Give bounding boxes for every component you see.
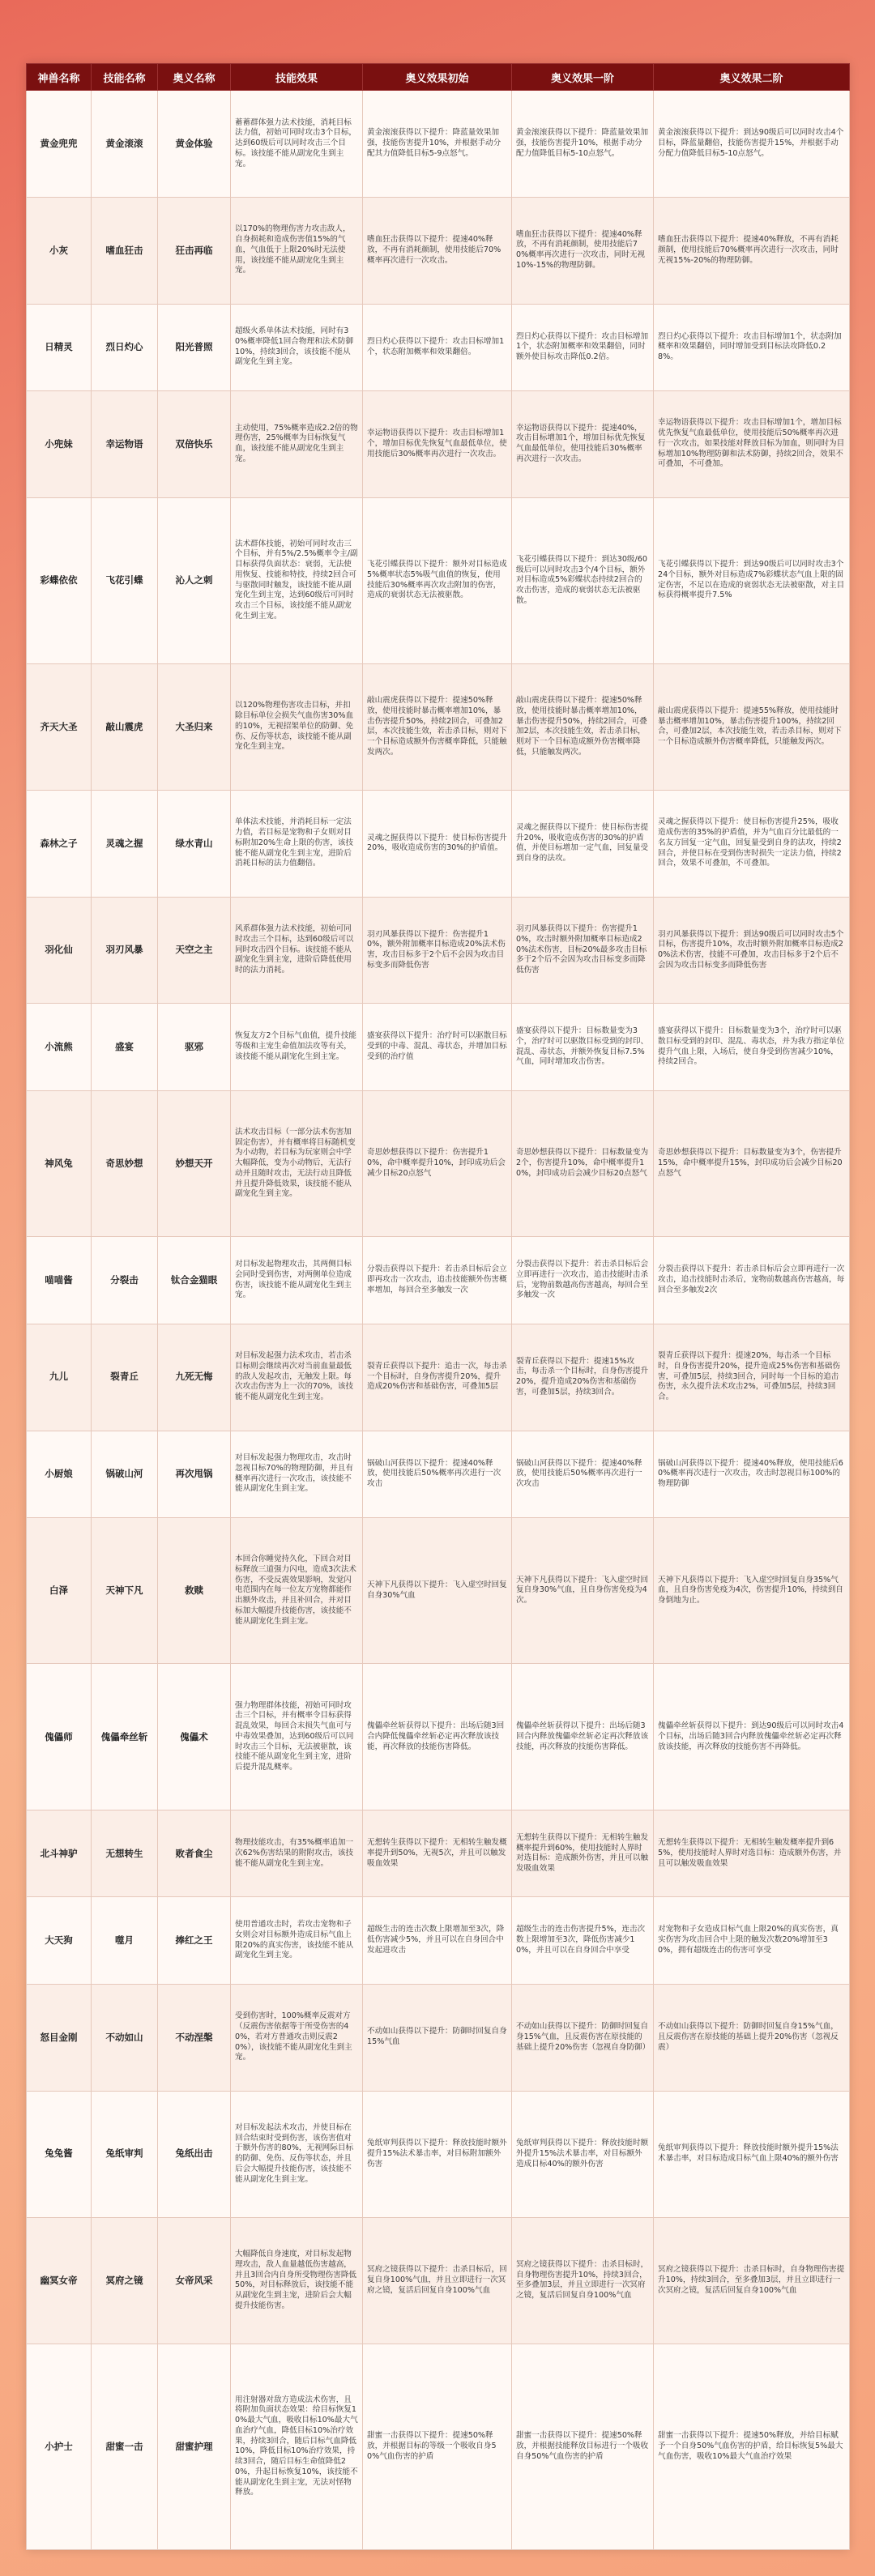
- table-row: [27, 2217, 850, 2344]
- ultimate-tier2-cell: 不动如山获得以下提升：防御时回复自身15%气血，且反震伤害在原技能的基础上提升20%伤害（忽视反震）: [654, 1984, 850, 2091]
- skill-effect-cell: 超级火系单体法术技能，同时有30%概率降低1回合物理和法术防御10%，持续3回合，该技能不能从副宠化生到主宠。: [231, 304, 363, 390]
- ultimate-tier1-cell: 锅破山河获得以下提升：提速40%释放，使用技能后50%概率再次进行一次攻击: [512, 1431, 654, 1517]
- ultimate-tier1-cell: 黄金滚滚获得以下提升：降蓝量效果加强，技能伤害提升10%，根据手动分配力值降低目标5-10点怒气。: [512, 91, 654, 198]
- beast-name-cell: 黄金兜兜: [27, 91, 92, 198]
- ultimate-tier2-cell: 兔纸审判获得以下提升：释放技能时额外提升15%法术暴击率，对目标造成目标气血上限40%的额外伤害: [654, 2091, 850, 2217]
- skill-name-cell: 幸运物语: [92, 390, 158, 497]
- ultimate-tier2-cell: 奇思妙想获得以下提升：目标数量变为3个，伤害提升15%，命中概率提升15%，封印成功后会减少目标20点怒气: [654, 1090, 850, 1237]
- ultimate-initial-cell: 羽刃风暴获得以下提升：伤害提升10%，额外附加概率目标造成20%法术伤害，攻击目标多于2个后不会因为攻击目标变多而降低伤害: [363, 897, 512, 1004]
- ultimate-initial-cell: 灵魂之握获得以下提升：使目标伤害提升20%，吸收造成伤害的30%的护盾值。: [363, 790, 512, 897]
- ultimate-tier1-cell: 甜蜜一击获得以下提升：提速50%释放，并根据技能释放目标进行一个吸收自身50%气血伤害的护盾: [512, 2344, 654, 2549]
- ultimate-tier2-cell: 敲山震虎获得以下提升：提速55%释放，使用技能时暴击概率增加10%，暴击伤害提升100%，持续2回合，可叠加2层，本次技能生效，若击杀目标，则对下一个目标造成额外伤害概率降低，只能触发两次。: [654, 663, 850, 790]
- skill-name-cell: 锅破山河: [92, 1431, 158, 1517]
- ultimate-name-cell: 兔纸出击: [158, 2091, 231, 2217]
- table-row: [27, 790, 850, 897]
- table-row: [27, 2344, 850, 2549]
- skill-name-cell: 分裂击: [92, 1237, 158, 1324]
- table-row: [27, 390, 850, 497]
- table-row: [27, 1004, 850, 1090]
- skill-name-cell: 无想转生: [92, 1810, 158, 1897]
- ultimate-initial-cell: 分裂击获得以下提升：若击杀目标后会立即再攻击一次攻击，追击技能额外伤害概率增加，每回合至多触发一次: [363, 1237, 512, 1324]
- ultimate-name-cell: 阳光普照: [158, 304, 231, 390]
- ultimate-tier2-cell: 裂青丘获得以下提升：提速20%，每击杀一个目标时，自身伤害提升20%，提升造成25%伤害和基础伤害，可叠加5层，持续3回合，同时每一个目标的追击伤害，永久提升法术攻击2%，可叠加5层，持续3回合。: [654, 1324, 850, 1431]
- ultimate-tier2-cell: 对宠物和子女造成目标气血上限20%的真实伤害，真实伤害为攻击回合中上限的触发次数20%增加至30%，拥有超级连击的伤害可享受: [654, 1897, 850, 1984]
- table-row: [27, 1664, 850, 1810]
- ultimate-tier2-cell: 冥府之镜获得以下提升：击杀目标时，自身物理伤害提升10%，持续3回合，至多叠加3层，并且立即进行一次冥府之镜，复活后回复自身100%气血: [654, 2217, 850, 2344]
- beast-name-cell: 齐天大圣: [27, 663, 92, 790]
- skill-name-cell: 傀儡牵丝斩: [92, 1664, 158, 1810]
- skill-effect-cell: 对目标发起法术攻击，并使目标在回合结束时受到伤害，该伤害值对于额外伤害的80%，无视网际目标的防御、免伤、反伤等状态，并且后会大幅提升技能伤害，该技能不能从副宠化生到主宠。: [231, 2091, 363, 2217]
- ultimate-initial-cell: 幸运物语获得以下提升：攻击目标增加1个，增加目标优先恢复气血最低单位，使用技能后30%概率再次进行一次攻击。: [363, 390, 512, 497]
- beast-table-panel: [26, 63, 849, 2550]
- table-row: [27, 1090, 850, 1237]
- header-ultimate-tier1: 奥义效果一阶: [512, 64, 654, 91]
- header-beast-name: 神兽名称: [27, 64, 92, 91]
- skill-name-cell: 兔纸审判: [92, 2091, 158, 2217]
- ultimate-name-cell: 捧红之王: [158, 1897, 231, 1984]
- ultimate-tier1-cell: 分裂击获得以下提升：若击杀目标后会立即再进行一次攻击，追击技能时击杀后，宠物前数越高伤害越高，每回合至多触发一次: [512, 1237, 654, 1324]
- ultimate-tier1-cell: 盛宴获得以下提升：目标数量变为3个，治疗时可以驱散目标受到的封印、混乱、毒状态，并额外恢复目标7.5%气血，同时增加攻击伤害。: [512, 1004, 654, 1090]
- ultimate-tier2-cell: 甜蜜一击获得以下提升：提速50%释放，并给目标赋予一个自身50%气血伤害的护盾，给目标恢复5%最大气血伤害，吸收10%最大气血治疗效果: [654, 2344, 850, 2549]
- skill-effect-cell: 恢复友方2个目标气血值，提升技能等级和主宠生命值加法攻等有关，该技能不能从副宠化生到主宠。: [231, 1004, 363, 1090]
- header-ultimate-tier2: 奥义效果二阶: [654, 64, 850, 91]
- beast-name-cell: 大天狗: [27, 1897, 92, 1984]
- ultimate-name-cell: 驱邪: [158, 1004, 231, 1090]
- ultimate-tier1-cell: 兔纸审判获得以下提升：释放技能时额外提升15%法术暴击率，对目标额外造成目标40%的额外伤害: [512, 2091, 654, 2217]
- ultimate-tier1-cell: 烈日灼心获得以下提升：攻击目标增加1个，状态附加概率和效果翻倍，同时额外使目标攻击降低0.2倍。: [512, 304, 654, 390]
- skill-effect-cell: 物理技能攻击，有35%概率追加一次62%伤害结果的附附攻击，该技能不能从副宠化生到主宠。: [231, 1810, 363, 1897]
- ultimate-tier1-cell: 超级生击的连击伤害提升5%，连击次数上限增加至3次，降低伤害减少10%，并且可以在自身回合中享受: [512, 1897, 654, 1984]
- table-row: [27, 304, 850, 390]
- ultimate-tier1-cell: 敲山震虎获得以下提升：提速50%释放，使用技能时暴击概率增加10%，暴击伤害提升50%，持续2回合，可叠加2层，本次技能生效，若击杀目标，则对下一个目标造成额外伤害概率降低，只能触发两次。: [512, 663, 654, 790]
- beast-name-cell: 喵喵酱: [27, 1237, 92, 1324]
- ultimate-initial-cell: 无想转生获得以下提升：无相转生触发概率提升到50%，无视5次，并且可以触发吸血效果: [363, 1810, 512, 1897]
- skill-name-cell: 嗜血狂击: [92, 197, 158, 304]
- ultimate-tier2-cell: 天神下凡获得以下提升：飞入虚空时回复自身35%气血，且自身伤害免疫为4次，伤害提升10%，持续到自身倒地为止。: [654, 1517, 850, 1664]
- beast-name-cell: 神风兔: [27, 1090, 92, 1237]
- ultimate-name-cell: 天空之主: [158, 897, 231, 1004]
- skill-effect-cell: 受到伤害时，100%概率反震对方（反震伤害依据等于所受伤害的40%，若对方普通攻击则反震20%），该技能不能从副宠化生到主宠。: [231, 1984, 363, 2091]
- ultimate-name-cell: 绿水青山: [158, 790, 231, 897]
- beast-name-cell: 怒目金刚: [27, 1984, 92, 2091]
- skill-name-cell: 黄金滚滚: [92, 91, 158, 198]
- ultimate-initial-cell: 裂青丘获得以下提升：追击一次，每击杀一个目标时，自身伤害提升20%，提升造成20%伤害和基础伤害，可叠加5层: [363, 1324, 512, 1431]
- table-row: [27, 897, 850, 1004]
- ultimate-tier1-cell: 灵魂之握获得以下提升：使目标伤害提升20%，吸收造成伤害的30%的护盾值，并使目标增加一定气血，回复量受到自身的法攻。: [512, 790, 654, 897]
- header-skill-name: 技能名称: [92, 64, 158, 91]
- ultimate-tier2-cell: 无想转生获得以下提升：无相转生触发概率提升到65%，使用技能时人界时对选目标：造成额外伤害，并且可以触发吸血效果: [654, 1810, 850, 1897]
- ultimate-tier1-cell: 傀儡牵丝斩获得以下提升：出场后随3回合内释放傀儡牵丝斩必定再次释放该技能，再次释放的技能伤害降低。: [512, 1664, 654, 1810]
- ultimate-initial-cell: 甜蜜一击获得以下提升：提速50%释放，并根据目标的等级一个吸收自身50%气血伤害的护盾: [363, 2344, 512, 2549]
- beast-name-cell: 小护士: [27, 2344, 92, 2549]
- beast-name-cell: 白泽: [27, 1517, 92, 1664]
- beast-name-cell: 幽冥女帝: [27, 2217, 92, 2344]
- beast-name-cell: 小厨娘: [27, 1431, 92, 1517]
- beast-name-cell: 小兜妹: [27, 390, 92, 497]
- skill-effect-cell: 对目标发起物理攻击，其两侧目标会同时受到伤害，对两侧单位造成伤害，该技能不能从副宠化生到主宠。: [231, 1237, 363, 1324]
- ultimate-initial-cell: 烈日灼心获得以下提升：攻击目标增加1个，状态附加概率和效果翻倍。: [363, 304, 512, 390]
- beast-name-cell: 日精灵: [27, 304, 92, 390]
- table-row: [27, 1237, 850, 1324]
- skill-effect-cell: 以170%的物理伤害力攻击敌人，自身损耗和造成伤害值15%的气血，气血低于上限20%时无法使用，该技能不能从副宠化生到主宠。: [231, 197, 363, 304]
- ultimate-initial-cell: 黄金滚滚获得以下提升：降蓝量效果加强，技能伤害提升10%，并根据手动分配其力值降低目标5-9点怒气。: [363, 91, 512, 198]
- ultimate-tier2-cell: 灵魂之握获得以下提升：使目标伤害提升25%，吸收造成伤害的35%的护盾值，并为气血百分比最低的一名友方回复一定气血，回复量受到自身的法攻，持续2回合，并使目标在受到伤害时损失一定法力值，持续2回合，效果不可叠加，不可叠加。: [654, 790, 850, 897]
- ultimate-name-cell: 再次甩锅: [158, 1431, 231, 1517]
- ultimate-initial-cell: 天神下凡获得以下提升：飞入虚空时回复自身30%气血: [363, 1517, 512, 1664]
- ultimate-tier1-cell: 无想转生获得以下提升：无相转生触发概率提升到60%，使用技能时人界时对选目标：造成额外伤害，并且可以触发吸血效果: [512, 1810, 654, 1897]
- ultimate-tier2-cell: 羽刃风暴获得以下提升：到达90级后可以同时攻击5个目标，伤害提升10%，攻击时额外附加概率目标造成20%法术伤害，技能不可叠加，攻击目标多于2个后不会因为攻击目标变多而降低伤害: [654, 897, 850, 1004]
- ultimate-tier2-cell: 飞花引蝶获得以下提升：到达90级后可以同时攻击3个24个目标，额外对目标造成7%彩蝶状态气血上限的固定伤害，不足以在造成的衰弱状态无法被驱散，对主目标获得概率提升7.5%: [654, 497, 850, 663]
- ultimate-initial-cell: 兔纸审判获得以下提升：释放技能时额外提升15%法术暴击率，对目标附加额外伤害: [363, 2091, 512, 2217]
- skill-effect-cell: 法术攻击目标（一部分法术伤害加固定伤害），并有概率将目标随机变为小动物，若目标为玩家则会中学大幅降低，变为小动物后，无法行动并且随时攻击，无法行动且降低并且提升降低效果，该技能不能从副宠化生到主宠。: [231, 1090, 363, 1237]
- ultimate-tier1-cell: 飞花引蝶获得以下提升：到达30级/60级后可以同时攻击3个/4个目标，额外对目标造成5%彩蝶状态持续2回合的攻击伤害，造成的衰弱状态无法被驱散。: [512, 497, 654, 663]
- skill-effect-cell: 主动使用，75%概率造成2.2倍的物理伤害，25%概率为目标恢复气血，该技能不能从副宠化生到主宠。: [231, 390, 363, 497]
- ultimate-tier1-cell: 不动如山获得以下提升：防御时回复自身15%气血，且反震伤害在原技能的基础上提升20%伤害（忽视自身防御）: [512, 1984, 654, 2091]
- skill-effect-cell: 使用普通攻击时，若攻击宠物和子女则会对目标额外造成目标气血上限20%的真实伤害，该技能不能从副宠化生到主宠。: [231, 1897, 363, 1984]
- ultimate-tier2-cell: 锅破山河获得以下提升：提速40%释放，使用技能后60%概率再次进行一次攻击，攻击时忽视目标100%的物理防御: [654, 1431, 850, 1517]
- ultimate-tier1-cell: 天神下凡获得以下提升：飞入虚空时回复自身30%气血，且自身伤害免疫为4次。: [512, 1517, 654, 1664]
- ultimate-tier2-cell: 烈日灼心获得以下提升：攻击目标增加1个，状态附加概率和效果翻倍，同时增加受到目标法攻降低0.28%。: [654, 304, 850, 390]
- skill-name-cell: 烈日灼心: [92, 304, 158, 390]
- ultimate-name-cell: 女帝风采: [158, 2217, 231, 2344]
- ultimate-name-cell: 败者食尘: [158, 1810, 231, 1897]
- beast-name-cell: 北斗神驴: [27, 1810, 92, 1897]
- skill-effect-cell: 本回合你睡觉持久化，下回合对目标释放三道强力闪电，造成3次法术伤害，不受反震效果影响，发觉闪电范围内在每一位友方宠物都能作出额外攻击，并且补回合，并对目标加大幅提升技能伤害，该技能不能从副宠化生到主宠。: [231, 1517, 363, 1664]
- skill-effect-cell: 对目标发起强力法术攻击，若击杀目标则会继续再次对当前血量最低的敌人发起攻击，无触发上限。每次攻击伤害为上一次的70%，该技能不能从副宠化生到主宠。: [231, 1324, 363, 1431]
- ultimate-initial-cell: 嗜血狂击获得以下提升：提速40%释放，不再有消耗颜制，使用技能后70%概率再次进行一次攻击。: [363, 197, 512, 304]
- beast-name-cell: 小灰: [27, 197, 92, 304]
- header-skill-effect: 技能效果: [231, 64, 363, 91]
- table-row: [27, 1517, 850, 1664]
- table-row: [27, 497, 850, 663]
- beast-table: [26, 63, 850, 2550]
- table-row: [27, 1324, 850, 1431]
- skill-effect-cell: 蓄蓄群体强力法术技能，消耗目标法力值，初始可同时攻击3个目标，达到60级后可以同时攻击三个目标。该技能不能从副宠化生到主宠。: [231, 91, 363, 198]
- skill-effect-cell: 大幅降低自身速度，对目标发起物理攻击，敌人血量越低伤害越高，并且3回合内自身所受物理伤害降低50%，对目标释放后，该技能不能从副宠化生到主宠，进阶后会大幅提升技能伤害。: [231, 2217, 363, 2344]
- header-ultimate-name: 奥义名称: [158, 64, 231, 91]
- skill-name-cell: 羽刃风暴: [92, 897, 158, 1004]
- ultimate-name-cell: 黄金体验: [158, 91, 231, 198]
- ultimate-name-cell: 九死无悔: [158, 1324, 231, 1431]
- ultimate-name-cell: 妙想天开: [158, 1090, 231, 1237]
- skill-name-cell: 噬月: [92, 1897, 158, 1984]
- skill-name-cell: 盛宴: [92, 1004, 158, 1090]
- ultimate-tier2-cell: 黄金滚滚获得以下提升：到达90级后可以同时攻击4个目标，降蓝量翻倍，技能伤害提升15%，并根据手动分配力值降低目标5-10点怒气。: [654, 91, 850, 198]
- table-row: [27, 1431, 850, 1517]
- beast-name-cell: 羽化仙: [27, 897, 92, 1004]
- ultimate-tier2-cell: 幸运物语获得以下提升：攻击目标增加1个，增加目标优先恢复气血最低单位，使用技能后50%概率再次进行一次攻击，如果技能对释放目标为加血，则同时为目标增加10%物理防御和法术防御，持续2回合，效果不可叠加，不可叠加。: [654, 390, 850, 497]
- ultimate-initial-cell: 超级生击的连击次数上限增加至3次，降低伤害减少5%，并且可以在自身回合中发起进攻击: [363, 1897, 512, 1984]
- skill-effect-cell: 对目标发起强力物理攻击，攻击时忽视目标70%的物理防御，并且有概率再次进行一次攻击，该技能不能从副宠化生到主宠。: [231, 1431, 363, 1517]
- table-row: [27, 2091, 850, 2217]
- ultimate-initial-cell: 傀儡牵丝斩获得以下提升：出场后随3回合内降低傀儡牵丝斩必定再次释放该技能，再次释放的技能伤害降低。: [363, 1664, 512, 1810]
- table-row: [27, 663, 850, 790]
- ultimate-name-cell: 救赎: [158, 1517, 231, 1664]
- beast-name-cell: 森林之子: [27, 790, 92, 897]
- ultimate-name-cell: 大圣归来: [158, 663, 231, 790]
- ultimate-initial-cell: 锅破山河获得以下提升：提速40%释放，使用技能后50%概率再次进行一次攻击: [363, 1431, 512, 1517]
- skill-effect-cell: 强力物理群体技能，初始可同时攻击三个目标，并有概率令目标获得混乱效果，每回合末损失气血可与中毒效果叠加，达到60级后可以同时攻击三个目标，无法被驱散，该技能不能从副宠化生到主宠，进阶后提升混乱概率。: [231, 1664, 363, 1810]
- skill-name-cell: 灵魂之握: [92, 790, 158, 897]
- beast-name-cell: 小流熊: [27, 1004, 92, 1090]
- table-row: [27, 1984, 850, 2091]
- skill-effect-cell: 单体法术技能，并消耗目标一定法力值，若目标是宠物和子女则对目标附加20%生命上限的伤害，该技能不能从副宠化生到主宠，进阶后消耗目标的法力值翻倍。: [231, 790, 363, 897]
- skill-name-cell: 飞花引蝶: [92, 497, 158, 663]
- skill-effect-cell: 以120%物理伤害攻击目标，并扣除目标单位会损失气血伤害30%血的10%，无视招架单位的防御、免伤、反伤等状态，该技能不能从副宠化生到主宠。: [231, 663, 363, 790]
- ultimate-tier1-cell: 奇思妙想获得以下提升：目标数量变为2个，伤害提升10%，命中概率提升10%，封印成功后会减少目标20点怒气: [512, 1090, 654, 1237]
- skill-name-cell: 敲山震虎: [92, 663, 158, 790]
- ultimate-name-cell: 狂击再临: [158, 197, 231, 304]
- beast-name-cell: 彩蝶依依: [27, 497, 92, 663]
- ultimate-name-cell: 钛合金猫眼: [158, 1237, 231, 1324]
- ultimate-tier2-cell: 分裂击获得以下提升：若击杀目标后会立即再进行一次攻击，追击技能时击杀后，宠物前数越高伤害越高，每回合至多触发2次: [654, 1237, 850, 1324]
- ultimate-initial-cell: 盛宴获得以下提升：治疗时可以驱散目标受到的中毒、混乱、毒状态，并增加目标受到的治疗值: [363, 1004, 512, 1090]
- ultimate-name-cell: 傀儡术: [158, 1664, 231, 1810]
- ultimate-initial-cell: 不动如山获得以下提升：防御时回复自身15%气血: [363, 1984, 512, 2091]
- ultimate-tier1-cell: 嗜血狂击获得以下提升：提速40%释放，不再有消耗颜制，使用技能后70%概率再次进行一次攻击，同时无视10%-15%的物理防御。: [512, 197, 654, 304]
- skill-name-cell: 甜蜜一击: [92, 2344, 158, 2549]
- ultimate-tier1-cell: 冥府之镜获得以下提升：击杀目标时，自身物理伤害提升10%，持续3回合，至多叠加3层，并且立即进行一次冥府之镜，复活后回复自身100%气血: [512, 2217, 654, 2344]
- beast-name-cell: 九儿: [27, 1324, 92, 1431]
- ultimate-tier1-cell: 幸运物语获得以下提升：提速40%，攻击目标增加1个，增加目标优先恢复气血最低单位，使用技能后30%概率再次进行一次攻击。: [512, 390, 654, 497]
- skill-effect-cell: 风系群体强力法术技能，初始可同时攻击三个目标，达到60级后可以同时攻击四个目标。该技能不能从副宠化生到主宠，进阶后降低使用时的法力消耗。: [231, 897, 363, 1004]
- table-row: [27, 1897, 850, 1984]
- ultimate-name-cell: 双倍快乐: [158, 390, 231, 497]
- ultimate-tier2-cell: 嗜血狂击获得以下提升：提速40%释放，不再有消耗颜制，使用技能后70%概率再次进行一次攻击，同时无视15%-20%的物理防御。: [654, 197, 850, 304]
- ultimate-name-cell: 甜蜜护理: [158, 2344, 231, 2549]
- ultimate-initial-cell: 奇思妙想获得以下提升：伤害提升10%，命中概率提升10%，封印成功后会减少目标20点怒气: [363, 1090, 512, 1237]
- skill-effect-cell: 用注射器对敌方造成法术伤害，且将附加负面状态效果：给目标恢复10%最大气血，吸收目标10%最大气血治疗气血，降低目标10%治疗效果，持续3回合，随后目标气血降低10%，降低目标10%治疗效果，持续3回合，随后目标生命值降低20%，升起目标恢复10%，该技能不能从副宠化生到主宠，无法对怪物释放。: [231, 2344, 363, 2549]
- table-row: [27, 1810, 850, 1897]
- skill-name-cell: 天神下凡: [92, 1517, 158, 1664]
- skill-name-cell: 不动如山: [92, 1984, 158, 2091]
- header-ultimate-initial: 奥义效果初始: [363, 64, 512, 91]
- skill-name-cell: 冥府之镜: [92, 2217, 158, 2344]
- beast-name-cell: 兔兔酱: [27, 2091, 92, 2217]
- skill-name-cell: 裂青丘: [92, 1324, 158, 1431]
- ultimate-initial-cell: 冥府之镜获得以下提升：击杀目标后，回复自身100%气血，并且立即进行一次冥府之镜，复活后回复自身100%气血: [363, 2217, 512, 2344]
- table-row: [27, 197, 850, 304]
- beast-name-cell: 傀儡师: [27, 1664, 92, 1810]
- ultimate-initial-cell: 敲山震虎获得以下提升：提速50%释放，使用技能时暴击概率增加10%，暴击伤害提升50%，持续2回合，可叠加2层，本次技能生效，若击杀目标，则对下一个目标造成额外伤害概率降低，只能触发两次。: [363, 663, 512, 790]
- ultimate-initial-cell: 飞花引蝶获得以下提升：额外对目标造成5%概率状态5%吸气血值的恢复，使用技能后30%概率再次攻击附加的伤害，造成的衰弱状态无法被驱散。: [363, 497, 512, 663]
- skill-name-cell: 奇思妙想: [92, 1090, 158, 1237]
- ultimate-tier1-cell: 裂青丘获得以下提升：提速15%攻击，每击杀一个目标时，自身伤害提升20%，提升造成20%伤害和基础伤害，可叠加5层，持续3回合。: [512, 1324, 654, 1431]
- ultimate-tier2-cell: 傀儡牵丝斩获得以下提升：到达90级后可以同时攻击4个目标，出场后随3回合内释放傀儡牵丝斩必定再次释放该技能，再次释放的技能伤害不再降低。: [654, 1664, 850, 1810]
- ultimate-name-cell: 沁人之刺: [158, 497, 231, 663]
- skill-effect-cell: 法术群体技能，初始可同时攻击三个目标，并有5%/2.5%概率令主/副目标获得负面状态：衰弱，无法使用恢复、技能和特技，持续2回合可与驱散同时触发，该技能不能从副宠化生到主宠，达到60级后可同时攻击三个目标，该技能不能从副宠化生到主宠。: [231, 497, 363, 663]
- table-row: [27, 91, 850, 198]
- ultimate-name-cell: 不动涅槃: [158, 1984, 231, 2091]
- table-body: [27, 91, 850, 2550]
- table-header-row: [27, 64, 850, 91]
- ultimate-tier2-cell: 盛宴获得以下提升：目标数量变为3个，治疗时可以驱散目标受到的封印、混乱、毒状态，并为我方指定单位提升气血上限，入场后，使自身受到伤害减少10%，持续2回合。: [654, 1004, 850, 1090]
- ultimate-tier1-cell: 羽刃风暴获得以下提升：伤害提升10%，攻击时额外附加概率目标造成20%法术伤害，目标20%最多攻击目标多于2个后不会因为攻击目标变多而降低伤害: [512, 897, 654, 1004]
